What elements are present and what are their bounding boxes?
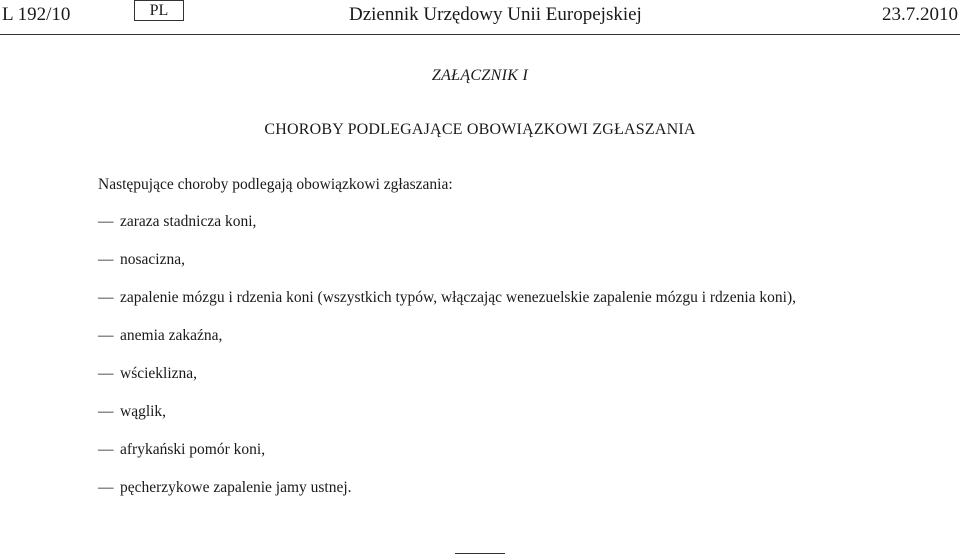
publication-date: 23.7.2010	[882, 4, 958, 25]
list-item-text: wścieklizna,	[120, 365, 198, 382]
list-dash: —	[98, 365, 114, 382]
list-item	[98, 403, 166, 421]
section-end-rule	[455, 553, 505, 554]
list-item-text: pęcherzykowe zapalenie jamy ustnej.	[120, 479, 352, 496]
annex-heading: CHOROBY PODLEGAJĄCE OBOWIĄZKOWI ZGŁASZANIA	[264, 121, 696, 138]
list-item-text: afrykański pomór koni,	[120, 441, 266, 458]
list-item	[98, 213, 256, 231]
list-dash: —	[98, 403, 114, 420]
list-dash: —	[98, 213, 114, 230]
list-item	[98, 251, 185, 269]
list-item-text: nosacizna,	[120, 251, 185, 268]
annex-title: ZAŁĄCZNIK I	[431, 67, 529, 84]
list-dash: —	[98, 251, 114, 268]
intro-text: Następujące choroby podlegają obowiązkowi zgłaszania:	[98, 176, 453, 193]
list-item	[98, 289, 796, 307]
list-item-text: wąglik,	[120, 403, 167, 420]
list-item	[98, 327, 222, 345]
list-dash: —	[98, 289, 114, 306]
language-badge: PL	[134, 0, 184, 21]
list-item-text: zapalenie mózgu i rdzenia koni (wszystkich typów, włączając wenezuelskie zapalenie mózgu i rdzenia koni),	[120, 289, 796, 306]
list-dash: —	[98, 327, 114, 344]
list-item-text: zaraza stadnicza koni,	[120, 213, 257, 230]
page-header	[0, 0, 960, 35]
journal-reference: L 192/10	[2, 4, 71, 25]
list-item-text: anemia zakaźna,	[120, 327, 223, 344]
list-item	[98, 479, 352, 497]
list-dash: —	[98, 479, 114, 496]
list-item	[98, 365, 197, 383]
journal-title: Dziennik Urzędowy Unii Europejskiej	[349, 4, 642, 25]
list-item	[98, 441, 265, 459]
list-dash: —	[98, 441, 114, 458]
